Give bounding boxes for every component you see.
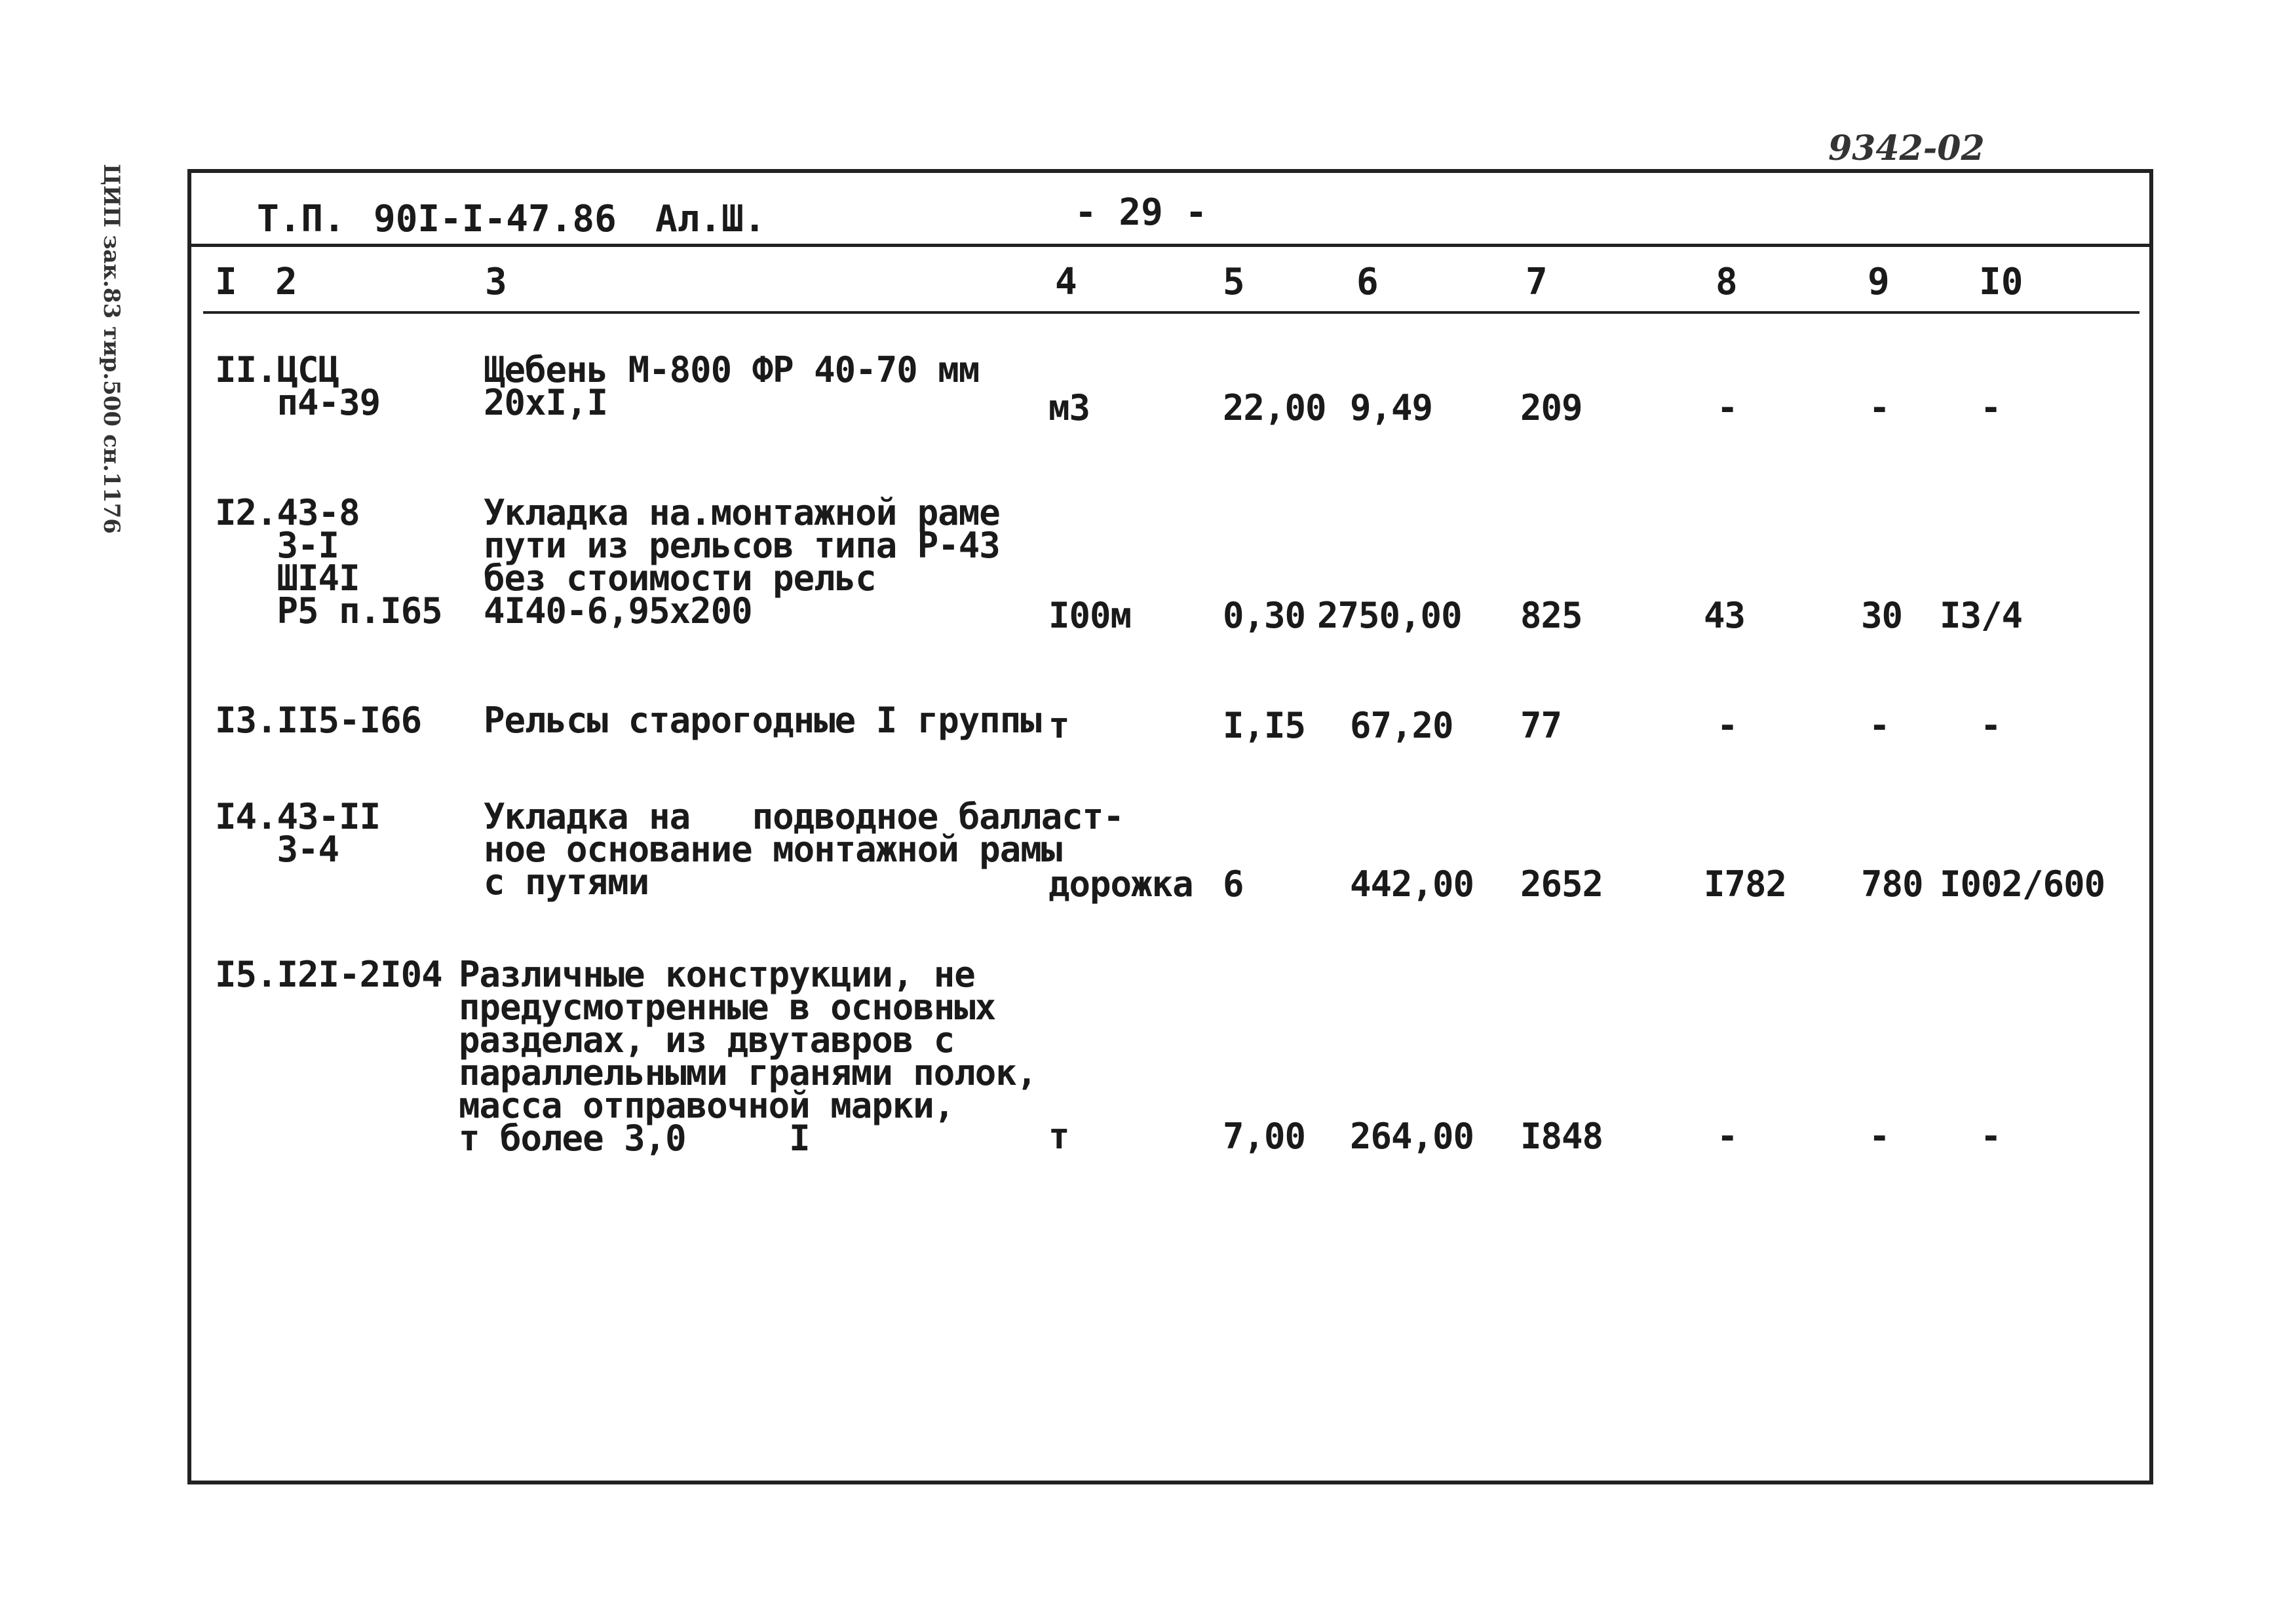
row-4-col10: I002/600	[1940, 863, 2105, 905]
column-header-3: 3	[485, 261, 507, 303]
row-1-position-code: II.ЦСЦ п4-39	[215, 349, 381, 423]
row-1-col9: -	[1869, 387, 1890, 428]
column-header-9: 9	[1868, 261, 1890, 303]
column-header-7: 7	[1525, 261, 1548, 303]
row-2-total: 825	[1520, 595, 1583, 636]
row-4-unit-price: 442,00	[1350, 863, 1474, 905]
row-1-col10: -	[1980, 387, 2001, 428]
row-1-description: Щебень М-800 ФР 40-70 мм 20хI,I	[484, 349, 980, 423]
row-2-unit-price: 2750,00	[1317, 595, 1462, 636]
row-3-unit-price: 67,20	[1350, 705, 1453, 746]
row-4-position-code: I4.43-II 3-4	[215, 796, 381, 870]
row-4-description: Укладка на подводное балласт- ное основание монтажной рамы с путями	[484, 796, 1124, 903]
row-2-col10: I3/4	[1940, 595, 2023, 636]
row-3-position-code: I3.II5-I66	[215, 700, 422, 741]
row-1-total: 209	[1520, 387, 1583, 428]
row-4-quantity: 6	[1223, 863, 1244, 905]
row-5-col9: -	[1869, 1116, 1890, 1157]
row-1-unit: м3	[1048, 387, 1090, 428]
row-3-col10: -	[1980, 705, 2001, 746]
column-header-10: I0	[1979, 261, 2024, 303]
row-4-total: 2652	[1520, 863, 1603, 905]
row-4-unit: дорожка	[1048, 863, 1193, 905]
row-3-col9: -	[1869, 705, 1890, 746]
column-header-4: 4	[1055, 261, 1077, 303]
side-note: ЦИП зак.83 тир.500 сн.1176	[98, 164, 125, 534]
row-3-quantity: I,I5	[1223, 705, 1306, 746]
column-header-6: 6	[1356, 261, 1379, 303]
column-header-2: 2	[275, 261, 297, 303]
row-2-quantity: 0,30	[1223, 595, 1306, 636]
header-divider	[191, 244, 2149, 247]
page-number: - 29 -	[1075, 191, 1208, 234]
row-1-unit-price: 9,49	[1350, 387, 1433, 428]
row-2-col9: 30	[1861, 595, 1903, 636]
row-3-unit: т	[1048, 705, 1069, 746]
row-2-unit: I00м	[1048, 595, 1132, 636]
row-2-col8: 43	[1704, 595, 1746, 636]
row-5-quantity: 7,00	[1223, 1116, 1306, 1157]
page-frame	[187, 169, 2153, 1484]
row-5-total: I848	[1520, 1116, 1603, 1157]
row-4-col9: 780	[1861, 863, 1923, 905]
column-header-1: I	[215, 261, 237, 303]
row-5-unit: т	[1048, 1116, 1069, 1157]
row-5-unit-price: 264,00	[1350, 1116, 1474, 1157]
row-5-col8: -	[1717, 1116, 1738, 1157]
row-4-col8: I782	[1704, 863, 1787, 905]
album-label: Ал.Ш.	[655, 198, 766, 240]
row-1-col8: -	[1717, 387, 1738, 428]
row-3-total: 77	[1520, 705, 1562, 746]
column-header-8: 8	[1716, 261, 1738, 303]
row-3-col8: -	[1717, 705, 1738, 746]
row-2-description: Укладка на.монтажной раме пути из рельсов типа Р-43 без стоимости рельс 4I40-6,95х200	[484, 492, 1000, 632]
project-code: 90I-I-47.86	[374, 198, 617, 240]
row-1-quantity: 22,00	[1223, 387, 1326, 428]
column-header-divider	[203, 311, 2139, 314]
row-5-position-code: I5.I2I-2I04	[215, 954, 442, 995]
row-5-description: Различные конструкции, не предусмотренные в основных разделах, из двутавров с параллельными гранями полок, масса отправочной марки, т более 3,0 I	[459, 954, 1037, 1159]
document-stamp: 9342-02	[1828, 128, 1985, 168]
column-header-5: 5	[1223, 261, 1245, 303]
row-3-description: Рельсы старогодные I группы	[484, 700, 1041, 741]
row-5-col10: -	[1980, 1116, 2001, 1157]
row-2-position-code: I2.43-8 3-I ШI4I Р5 п.I65	[215, 492, 442, 632]
tp-label: Т.П.	[257, 198, 345, 240]
